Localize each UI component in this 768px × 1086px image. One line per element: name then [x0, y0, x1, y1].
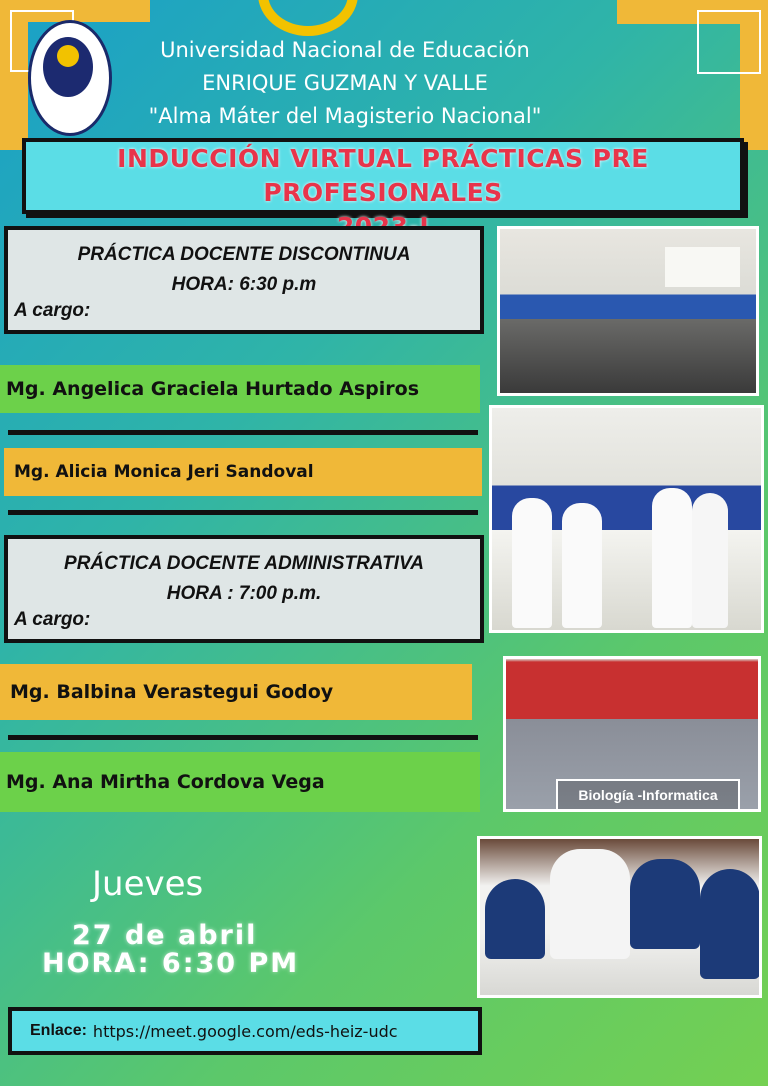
divider	[8, 735, 478, 740]
section1-name2: Mg. Alicia Monica Jeri Sandoval	[4, 448, 482, 496]
section2-box	[4, 535, 484, 643]
photo-lab-coats	[489, 405, 764, 633]
person	[630, 859, 700, 949]
section1-name1: Mg. Angelica Graciela Hurtado Aspiros	[0, 365, 480, 413]
section2-acargo: A cargo:	[14, 609, 91, 630]
banner-title-line1: INDUCCIÓN VIRTUAL PRÁCTICAS PRE PROFESIONALES	[117, 144, 649, 207]
person	[562, 503, 602, 628]
section2-title: PRÁCTICA DOCENTE ADMINISTRATIVA	[64, 553, 424, 574]
photo-caption: Biología -Informatica	[556, 779, 740, 811]
meeting-link-box[interactable]	[8, 1007, 482, 1055]
section1-box	[4, 226, 484, 334]
meeting-link[interactable]: https://meet.google.com/eds-heiz-udc	[92, 1021, 398, 1041]
sun-icon	[57, 45, 79, 67]
section1-title: PRÁCTICA DOCENTE DISCONTINUA	[77, 244, 411, 265]
university-name: Universidad Nacional de Educación	[160, 38, 530, 62]
whiteboard	[665, 247, 740, 287]
date-day: Jueves	[92, 864, 204, 904]
person	[652, 488, 692, 628]
divider	[8, 510, 478, 515]
university-motto: "Alma Máter del Magisterio Nacional"	[148, 104, 542, 128]
person	[700, 869, 760, 979]
section2-hora: HORA : 7:00 p.m.	[166, 583, 322, 604]
date-time: HORA: 6:30 PM	[42, 948, 300, 979]
title-banner	[22, 138, 744, 214]
person	[512, 498, 552, 628]
section2-name2: Mg. Ana Mirtha Cordova Vega	[0, 752, 480, 812]
photo-microscope-class	[477, 836, 762, 998]
date-date: 27 de abril	[72, 920, 258, 951]
corner-frame-top-right	[697, 10, 761, 74]
section2-name1: Mg. Balbina Verastegui Godoy	[0, 664, 472, 720]
photo-group	[503, 656, 761, 812]
university-seal	[28, 20, 112, 136]
section1-acargo: A cargo:	[14, 300, 91, 321]
ring-decoration	[258, 0, 358, 36]
photo-computer-lab	[497, 226, 759, 396]
link-label: Enlace:	[30, 1022, 87, 1039]
person	[485, 879, 545, 959]
section1-hora: HORA: 6:30 p.m	[171, 274, 317, 295]
divider	[8, 430, 478, 435]
person	[550, 849, 630, 959]
person	[692, 493, 728, 628]
university-subname: ENRIQUE GUZMAN Y VALLE	[202, 71, 488, 95]
